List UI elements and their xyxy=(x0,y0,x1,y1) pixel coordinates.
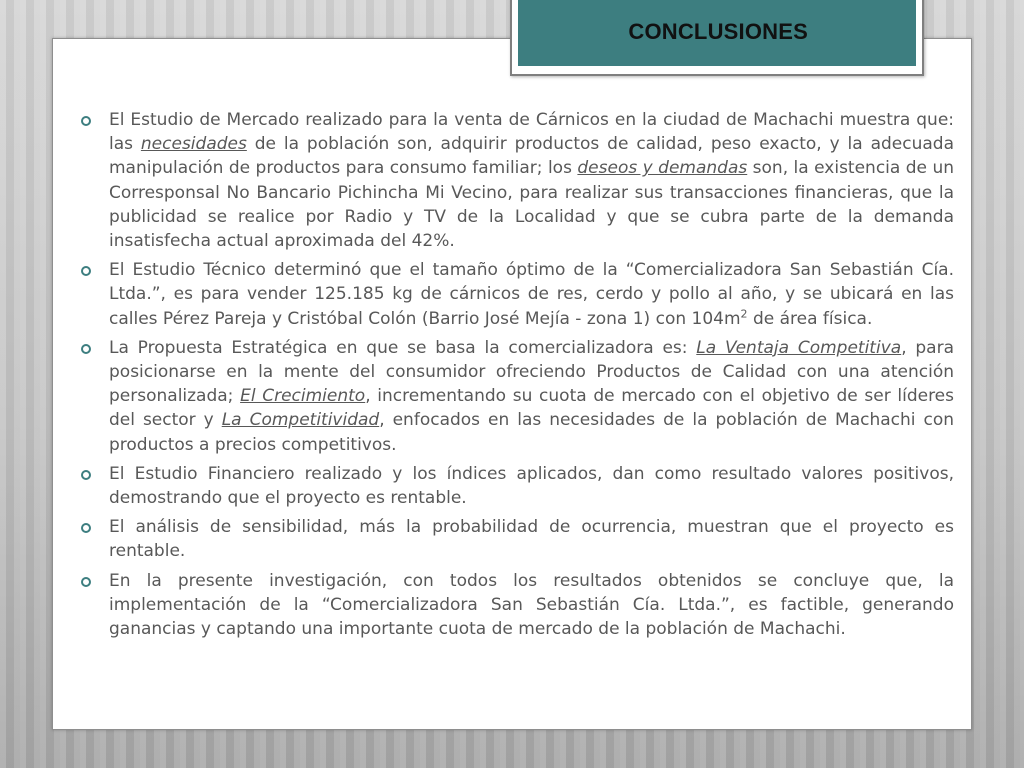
title-banner-fill xyxy=(518,0,916,66)
bullet-text: El Estudio Financiero realizado y los índices aplicados, dan como resultado valores positivos, demostrando que el proyecto es rentable. xyxy=(109,463,954,509)
conclusion-item-market-study xyxy=(80,108,954,253)
emphasis-deseos-demandas: deseos y demandas xyxy=(577,158,748,179)
emphasis-ventaja-competitiva: La Ventaja Competitiva xyxy=(696,337,902,358)
conclusion-item-technical-study xyxy=(80,258,954,331)
bullet-text: de área física. xyxy=(747,308,873,329)
bullet-circle-icon xyxy=(81,116,91,126)
bullet-circle-icon xyxy=(81,344,91,354)
bullet-text: En la presente investigación, con todos los resultados obtenidos se concluye que, la implementación de la “Comercializadora San Sebastián Cía. Ltda.”, es factible, generando ganancias y captando una importante cuota de mercado de la población de Machachi. xyxy=(109,570,954,640)
bullet-text: , para posicionarse en la mente del consumidor ofreciendo Productos de Calidad con una atención personalizada; xyxy=(109,337,954,407)
bullet-text: , incrementando su cuota de mercado con el objetivo de ser líderes del sector y xyxy=(109,386,955,431)
bullet-circle-icon xyxy=(81,523,91,533)
bullet-text: El análisis de sensibilidad, más la probabilidad de ocurrencia, muestran que el proyecto es rentable. xyxy=(109,517,954,562)
bullet-text: son, la existencia de un Corresponsal No Bancario Pichincha Mi Vecino, para realizar sus transacciones financieras, que la publicidad se realice por Radio y TV de la Localidad y que se cubra parte de la demanda insatisfecha actual aproximada del 42%. xyxy=(109,158,955,252)
conclusion-item-financial-study xyxy=(80,462,954,510)
conclusion-item-strategic-proposal xyxy=(80,336,954,457)
bullet-circle-icon xyxy=(81,266,91,276)
emphasis-necesidades: necesidades xyxy=(140,134,247,155)
slide-title: CONCLUSIONES xyxy=(628,19,808,44)
conclusion-item-final xyxy=(80,569,954,642)
superscript-exponent: 2 xyxy=(740,306,748,320)
bullet-circle-icon xyxy=(81,470,91,480)
title-banner xyxy=(510,0,924,76)
emphasis-competitividad: La Competitividad xyxy=(221,410,380,431)
bullet-text: La Propuesta Estratégica en que se basa la comercializadora es: xyxy=(109,337,697,358)
bullet-text: , enfocados en las necesidades de la población de Machachi con productos a precios competitivos. xyxy=(109,410,955,455)
bullet-circle-icon xyxy=(81,577,91,587)
emphasis-el-crecimiento: El Crecimiento xyxy=(240,386,366,407)
conclusions-list xyxy=(80,108,954,646)
bullet-text: El Estudio Técnico determinó que el tamaño óptimo de la “Comercializadora San Sebastián Cía. Ltda.”, es para vender 125.185 kg de cárnicos de res, cerdo y pollo al año, y se ubicará en las calles Pérez Pareja y Cristóbal Colón (Barrio José Mejía - zona 1) con 104m xyxy=(109,260,954,329)
conclusion-item-sensitivity xyxy=(80,515,954,563)
bullet-text: El Estudio de Mercado realizado para la venta de Cárnicos en la ciudad de Machachi muestra que: las xyxy=(109,110,954,155)
bullet-text: de la población son, adquirir productos de calidad, peso exacto, y la adecuada manipulación de productos para consumo familiar; los xyxy=(109,134,955,179)
